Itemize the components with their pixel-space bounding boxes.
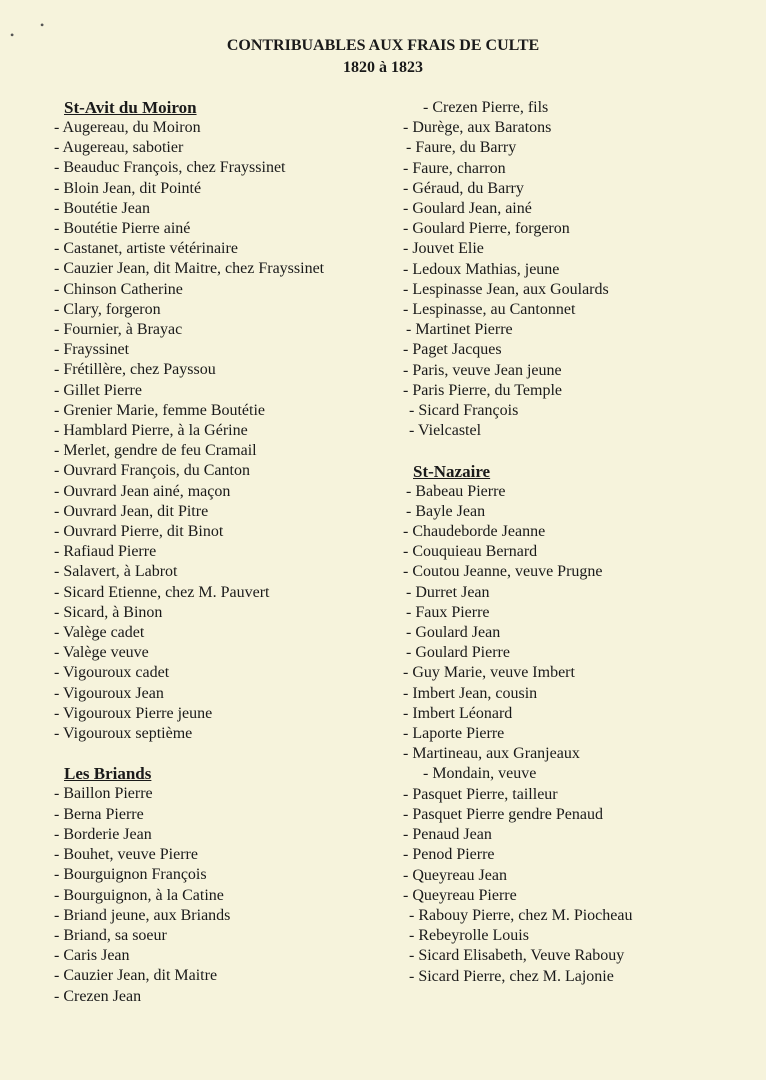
list-entry: - Faux Pierre bbox=[406, 603, 490, 621]
list-entry: - Bayle Jean bbox=[406, 502, 486, 520]
list-entry: - Fournier, à Brayac bbox=[54, 321, 183, 339]
list-entry: - Vigouroux cadet bbox=[54, 664, 170, 682]
list-entry: - Boutétie Pierre ainé bbox=[54, 220, 191, 238]
list-entry: - Couquieau Bernard bbox=[403, 543, 538, 561]
entry-list-les-briands bbox=[54, 784, 324, 1006]
list-entry: - Mondain, veuve bbox=[423, 765, 537, 783]
list-entry: - Faure, du Barry bbox=[406, 139, 517, 157]
entry-list-st-nazaire bbox=[403, 482, 632, 987]
list-entry: - Lespinasse Jean, aux Goulards bbox=[403, 280, 609, 298]
entry-list-st-avit bbox=[54, 118, 324, 744]
section-heading-les-briands: Les Briands bbox=[64, 764, 152, 784]
list-entry: - Durret Jean bbox=[406, 583, 490, 601]
list-entry: - Ledoux Mathias, jeune bbox=[403, 260, 560, 278]
list-entry: - Merlet, gendre de feu Cramail bbox=[54, 442, 257, 460]
list-entry: - Paris Pierre, du Temple bbox=[403, 381, 562, 399]
list-entry: - Valège veuve bbox=[54, 644, 149, 662]
list-entry: - Coutou Jeanne, veuve Prugne bbox=[403, 563, 603, 581]
list-entry: - Rabouy Pierre, chez M. Piocheau bbox=[409, 906, 633, 924]
list-entry: - Babeau Pierre bbox=[406, 482, 506, 500]
list-entry: - Laporte Pierre bbox=[403, 725, 505, 743]
document-title: CONTRIBUABLES AUX FRAIS DE CULTE bbox=[226, 37, 540, 54]
list-entry: - Ouvrard François, du Canton bbox=[54, 462, 250, 480]
list-entry: - Bourguignon François bbox=[54, 866, 207, 884]
list-entry: - Rebeyrolle Louis bbox=[409, 927, 529, 945]
list-entry: - Imbert Léonard bbox=[403, 704, 513, 722]
list-entry: - Sicard Pierre, chez M. Lajonie bbox=[409, 967, 614, 985]
list-entry: - Guy Marie, veuve Imbert bbox=[403, 664, 575, 682]
list-entry: - Castanet, artiste vétérinaire bbox=[54, 240, 238, 258]
list-entry: - Ouvrard Jean ainé, maçon bbox=[54, 482, 231, 500]
list-entry: - Salavert, à Labrot bbox=[54, 563, 178, 581]
list-entry: - Baillon Pierre bbox=[54, 785, 153, 803]
list-entry: - Beauduc François, chez Frayssinet bbox=[54, 159, 286, 177]
stray-mark: • bbox=[40, 18, 45, 32]
list-entry: - Bloin Jean, dit Pointé bbox=[54, 179, 202, 197]
list-entry: - Chinson Catherine bbox=[54, 280, 183, 298]
list-entry: - Sicard, à Binon bbox=[54, 603, 163, 621]
list-entry: - Cauzier Jean, dit Maitre, chez Frayssinet bbox=[54, 260, 325, 278]
list-entry: - Caris Jean bbox=[54, 947, 130, 965]
list-entry: - Vigouroux septième bbox=[54, 725, 193, 743]
list-entry: - Crezen Pierre, fils bbox=[423, 99, 549, 116]
list-entry: - Goulard Jean, ainé bbox=[403, 200, 532, 218]
list-entry: - Frétillère, chez Payssou bbox=[54, 361, 216, 379]
list-entry: - Bourguignon, à la Catine bbox=[54, 886, 224, 904]
list-entry: - Hamblard Pierre, à la Gérine bbox=[54, 422, 248, 440]
list-entry: - Grenier Marie, femme Boutétie bbox=[54, 401, 266, 419]
section-heading-st-avit: St-Avit du Moiron bbox=[64, 98, 197, 117]
list-entry: - Gillet Pierre bbox=[54, 381, 142, 399]
list-entry: - Augereau, du Moiron bbox=[54, 119, 201, 136]
list-entry: - Boutétie Jean bbox=[54, 199, 150, 217]
list-entry: - Chaudeborde Jeanne bbox=[403, 523, 546, 541]
list-entry: - Géraud, du Barry bbox=[403, 179, 524, 197]
list-entry: - Penod Pierre bbox=[403, 846, 495, 864]
list-entry: - Augereau, sabotier bbox=[54, 139, 184, 157]
list-entry: - Clary, forgeron bbox=[54, 300, 161, 318]
list-entry: - Ouvrard Pierre, dit Binot bbox=[54, 523, 224, 541]
entry-list-continued bbox=[403, 98, 632, 441]
list-entry: - Vigouroux Jean bbox=[54, 684, 164, 702]
list-entry: - Queyreau Pierre bbox=[403, 886, 517, 904]
list-entry: - Faure, charron bbox=[403, 159, 506, 177]
list-entry: - Martineau, aux Granjeaux bbox=[403, 745, 580, 763]
list-entry: - Jouvet Elie bbox=[403, 240, 484, 258]
list-entry: - Vigouroux Pierre jeune bbox=[54, 704, 213, 722]
list-entry: - Borderie Jean bbox=[54, 825, 152, 843]
list-entry: - Penaud Jean bbox=[403, 826, 492, 844]
list-entry: - Valège cadet bbox=[54, 624, 145, 642]
list-entry: - Crezen Jean bbox=[54, 987, 142, 1005]
list-entry: - Ouvrard Jean, dit Pitre bbox=[54, 502, 209, 520]
list-entry: - Bouhet, veuve Pierre bbox=[54, 846, 198, 864]
list-entry: - Briand jeune, aux Briands bbox=[54, 906, 231, 924]
left-column bbox=[54, 98, 324, 1007]
list-entry: - Frayssinet bbox=[54, 341, 130, 359]
list-entry: - Berna Pierre bbox=[54, 805, 144, 823]
list-entry: - Durège, aux Baratons bbox=[403, 119, 552, 137]
list-entry: - Goulard Jean bbox=[406, 624, 501, 642]
list-entry: - Sicard François bbox=[409, 402, 519, 420]
stray-mark: • bbox=[10, 28, 15, 42]
list-entry: - Martinet Pierre bbox=[406, 321, 513, 339]
list-entry: - Imbert Jean, cousin bbox=[403, 684, 538, 702]
list-entry: - Sicard Etienne, chez M. Pauvert bbox=[54, 583, 270, 601]
list-entry: - Paris, veuve Jean jeune bbox=[403, 361, 562, 379]
list-entry: - Pasquet Pierre gendre Penaud bbox=[403, 805, 603, 823]
document-date-range: 1820 à 1823 bbox=[343, 59, 423, 76]
list-entry: - Goulard Pierre bbox=[406, 644, 510, 662]
list-entry: - Rafiaud Pierre bbox=[54, 543, 157, 561]
list-entry: - Sicard Elisabeth, Veuve Rabouy bbox=[409, 947, 625, 965]
list-entry: - Queyreau Jean bbox=[403, 866, 507, 884]
list-entry: - Cauzier Jean, dit Maitre bbox=[54, 967, 218, 985]
list-entry: - Lespinasse, au Cantonnet bbox=[403, 301, 576, 319]
list-entry: - Paget Jacques bbox=[403, 341, 502, 359]
right-column bbox=[403, 98, 632, 987]
list-entry: - Goulard Pierre, forgeron bbox=[403, 220, 570, 238]
list-entry: - Briand, sa soeur bbox=[54, 926, 167, 944]
section-heading-st-nazaire: St-Nazaire bbox=[413, 461, 491, 481]
list-entry: - Pasquet Pierre, tailleur bbox=[403, 785, 558, 803]
list-entry: - Vielcastel bbox=[409, 422, 482, 440]
